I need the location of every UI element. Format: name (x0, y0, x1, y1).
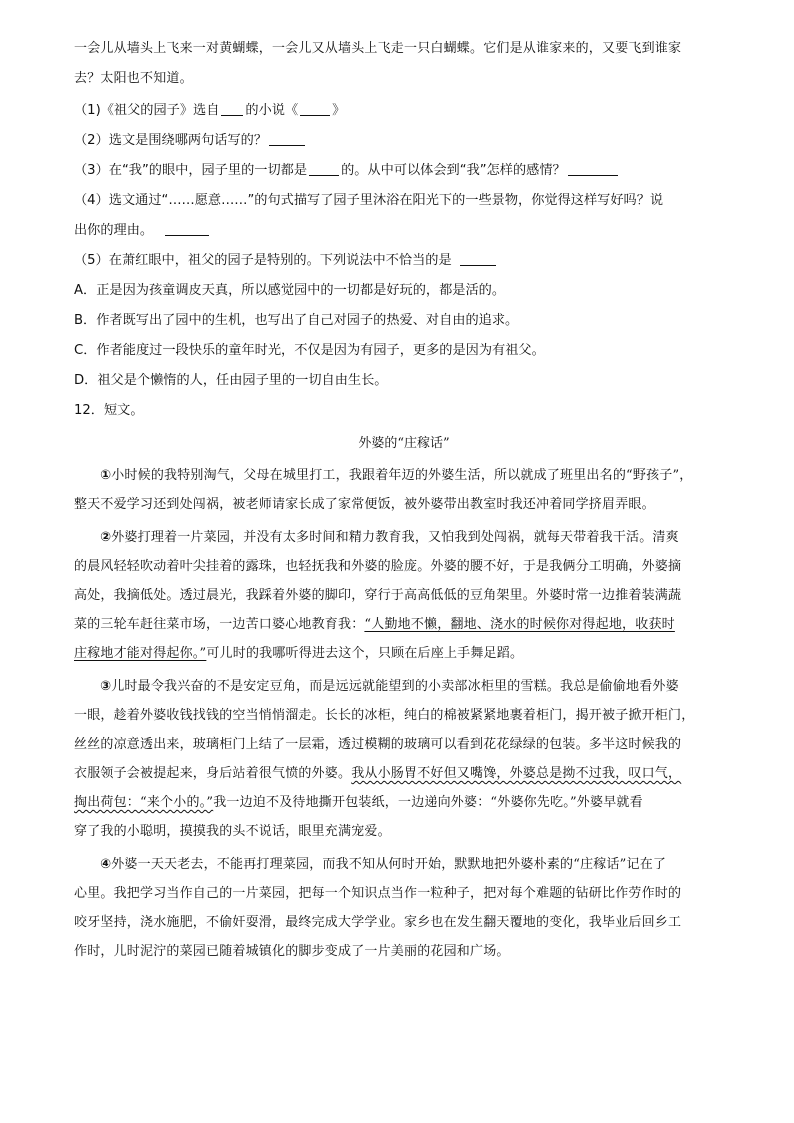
question-3: （3）在“我”的眼中，园子里的一切都是 的。从中可以体会到“我”怎样的感情？ (74, 160, 734, 182)
underlined-quote: “人勤地不懒，翻地、浇水的时候你对得起地，收获时 (364, 617, 675, 632)
question-4: （4）选文通过“……愿意……”的句式描写了园子里沐浴在阳光下的一些景物，你觉得这样写好吗？说 (74, 193, 664, 208)
answer-blank[interactable] (221, 101, 243, 116)
question-1: （1)《祖父的园子》选自 的小说《 》 (74, 103, 346, 118)
article-title: 外婆的“庄稼话” (358, 436, 450, 451)
intro-line: 去？太阳也不知道。 (74, 71, 193, 86)
paragraph-number: ② (100, 530, 112, 545)
paragraph-2: ②外婆打理着一片菜园，并没有太多时间和精力教育我，又怕我到处闯祸，就每天带着我干活。清爽 的晨风轻轻吹动着叶尖挂着的露珠，也轻抚我和外婆的脸庞。外婆的腰不好，于是我俩分工明确，外婆摘 高处，我摘低处。透过晨光，我踩着外婆的脚印，穿行于高高低低的豆角架里。外婆时常一边推着装满蔬 菜的三轮车赶往菜市场，一边苦口婆心地教育我：“人勤地不懒，翻地、浇水的时候你对得起地，收获时 庄稼地才能对得起你。”可儿时的我哪听得进去这个，只顾在后座上手舞足蹈。 (74, 530, 682, 661)
intro-passage (74, 34, 734, 94)
option-d[interactable]: D．祖父是个懒惰的人，任由园子里的一切自由生长。 (74, 373, 388, 388)
answer-blank[interactable] (269, 131, 305, 146)
answer-blank[interactable] (460, 251, 496, 266)
paragraph-4: ④外婆一天天老去，不能再打理菜园，而我不知从何时开始，默默地把外婆朴素的“庄稼话”记在了 心里。我把学习当作自己的一片菜园，把每一个知识点当作一粒种子，把对每个难题的钻研比作劳作时的 咬牙坚持，浇水施肥，不偷奸耍滑，最终完成大学学业。家乡也在发生翻天覆地的变化，我毕业后回乡工 作时，儿时泥泞的菜园已随着城镇化的脚步变成了一片美丽的花园和广场。 (74, 857, 682, 959)
question-5: （5）在萧红眼中，祖父的园子是特别的。下列说法中不恰当的是 (74, 250, 734, 272)
answer-blank[interactable] (568, 161, 618, 176)
paragraph-1: ①小时候的我特别淘气，父母在城里打工，我跟着年迈的外婆生活，所以就成了班里出名的“野孩子”， 整天不爱学习还到处闯祸，被老师请家长成了家常便饭，被外婆带出教室时我还冲着同学挤眉弄眼。 (74, 468, 693, 512)
wavy-underlined-sentence: 我从小肠胃不好但又嘴馋，外婆总是拗不过我，叹口气， (351, 766, 682, 781)
option-b[interactable]: B．作者既写出了园中的生机，也写出了自己对园子的热爱、对自由的追求。 (74, 313, 519, 328)
paragraph-3: ③儿时最令我兴奋的不是安定豆角，而是远远就能望到的小卖部冰柜里的雪糕。我总是偷偷地看外婆 一眼，趁着外婆收钱找钱的空当悄悄溜走。长长的冰柜，纯白的棉被紧紧地裹着柜门，揭开被子掀开柜门， 丝丝的凉意透出来，玻璃柜门上结了一层霜，透过模糊的玻璃可以看到花花绿绿的包装。多半这时候我的 衣服领子会被提起来，身后站着很气愤的外婆。我从小肠胃不好但又嘴馋，外婆总是拗不过我，叹口气， 掏出荷包：“来个小的。”我一边迫不及待地撕开包装纸，一边递向外婆：“外婆你先吃。”外婆早就看 穿了我的小聪明，摸摸我的头不说话，眼里充满宠爱。 (74, 679, 695, 839)
wavy-underlined-sentence: 掏出荷包：“来个小的。” (74, 795, 214, 810)
answer-blank[interactable] (309, 161, 339, 176)
answer-blank[interactable] (300, 101, 330, 116)
answer-blank[interactable] (165, 221, 209, 236)
option-a[interactable]: A．正是因为孩童调皮天真，所以感觉园中的一切都是好玩的，都是活的。 (74, 283, 506, 298)
document-page (74, 34, 734, 970)
intro-line: 一会儿从墙头上飞来一对黄蝴蝶，一会儿又从墙头上飞走一只白蝴蝶。它们是从谁家来的，又要飞到谁家 (74, 41, 682, 56)
paragraph-number: ① (100, 468, 112, 483)
question-2: （2）选文是围绕哪两句话写的？ (74, 130, 734, 152)
option-c[interactable]: C．作者能度过一段快乐的童年时光，不仅是因为有园子，更多的是因为有祖父。 (74, 343, 545, 358)
question-4-cont: 出你的理由。 (74, 220, 734, 242)
paragraph-number: ③ (100, 679, 112, 694)
paragraph-number: ④ (100, 857, 112, 872)
question-12-heading: 12．短文。 (74, 403, 144, 418)
underlined-quote: 庄稼地才能对得起你。” (74, 646, 207, 661)
